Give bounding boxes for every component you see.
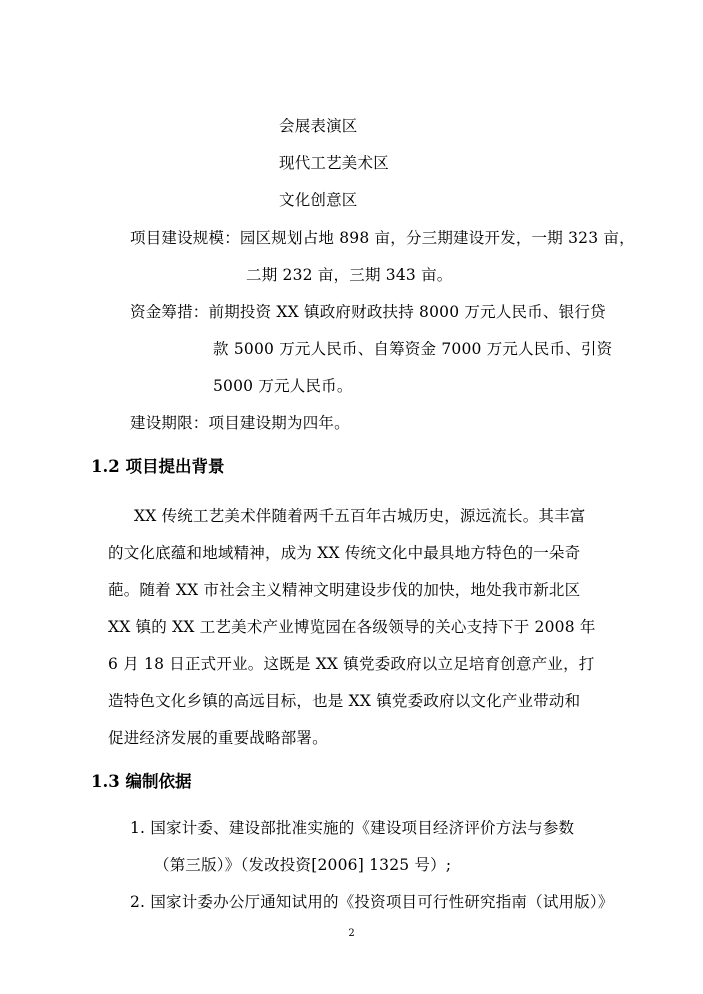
section-heading: 1.3 编制依据: [91, 772, 192, 791]
funding-line: 资金筹措：前期投资 XX 镇政府财政扶持 8000 万元人民币、银行贷: [130, 303, 606, 321]
paragraph-line: XX 传统工艺美术伴随着两千五百年古城历史，源远流长。其丰富: [134, 507, 586, 525]
zone-item: 文化创意区: [279, 191, 358, 209]
section-heading: 1.2 项目提出背景: [91, 457, 225, 476]
period-line: 建设期限：项目建设期为四年。: [130, 414, 350, 432]
scale-line: 二期 232 亩，三期 343 亩。: [246, 266, 453, 284]
paragraph-line: 的文化底蕴和地域精神，成为 XX 传统文化中最具地方特色的一朵奇: [108, 544, 581, 562]
page-number: 2: [348, 928, 355, 939]
zone-item: 会展表演区: [279, 117, 358, 135]
paragraph-line: 6 月 18 日正式开业。这既是 XX 镇党委政府以立足培育创意产业，打: [108, 655, 595, 673]
paragraph-line: 葩。随着 XX 市社会主义精神文明建设步伐的加快，地处我市新北区: [108, 581, 581, 599]
paragraph-line: XX 镇的 XX 工艺美术产业博览园在各级领导的关心支持下于 2008 年: [108, 618, 596, 636]
paragraph-line: 促进经济发展的重要战略部署。: [108, 729, 328, 747]
funding-line: 款 5000 万元人民币、自筹资金 7000 万元人民币、引资: [213, 340, 613, 358]
zone-item: 现代工艺美术区: [279, 154, 389, 172]
reference-item: 1. 国家计委、建设部批准实施的《建设项目经济评价方法与参数: [130, 819, 575, 837]
reference-item: 2. 国家计委办公厅通知试用的《投资项目可行性研究指南（试用版）》: [130, 893, 614, 911]
reference-item-continuation: （第三版）》（发改投资[2006] 1325 号）;: [154, 856, 452, 874]
paragraph-line: 造特色文化乡镇的高远目标，也是 XX 镇党委政府以文化产业带动和: [108, 692, 581, 710]
funding-line: 5000 万元人民币。: [213, 377, 353, 395]
scale-line: 项目建设规模：园区规划占地 898 亩，分三期建设开发，一期 323 亩，: [130, 229, 635, 247]
